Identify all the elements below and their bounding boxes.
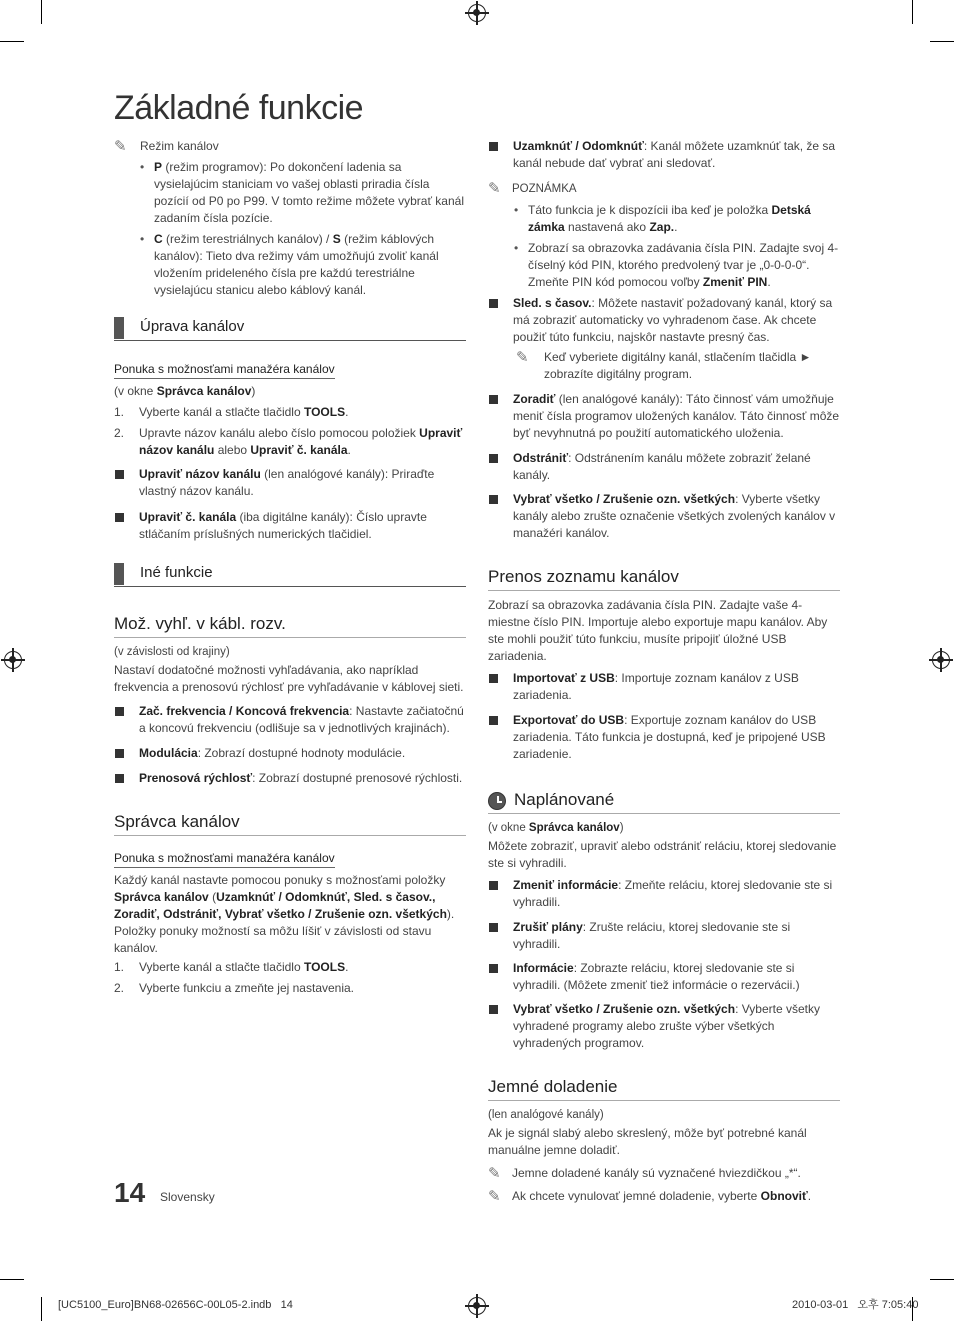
scheduled-desc: Môžete zobraziť, upraviť alebo odstrániť reláciu, ktorej sledovanie ste si vyhradili. bbox=[488, 839, 837, 870]
print-date: 2010-03-01 오후 7:05:40 bbox=[792, 1299, 919, 1311]
list-item: Prenosová rýchlosť: Zobrazí dostupné prenosové rýchlosti. bbox=[114, 770, 466, 787]
more-items bbox=[488, 391, 840, 542]
list-item: Upraviť č. kanála (iba digitálne kanály): Číslo upravte stláčaním príslušných numerických tlačidiel. bbox=[114, 509, 466, 543]
registration-mark-icon bbox=[4, 651, 22, 669]
fine-tune-heading: Jemné doladenie bbox=[488, 1076, 840, 1101]
mode-list bbox=[114, 159, 466, 299]
crop-mark bbox=[912, 0, 913, 24]
scheduled-heading: Naplánované bbox=[488, 789, 840, 814]
transfer-items bbox=[488, 670, 840, 763]
right-column bbox=[488, 138, 840, 1205]
list-item: Exportovať do USB: Exportuje zoznam kanálov do USB zariadenia. Táto funkcia je dostupná, keď je pripojené USB zariadenie. bbox=[488, 712, 840, 763]
list-item: • P (režim programov): Po dokončení ladenia sa vysielajúcim staniciam vo vašej oblasti priradia čísla pozícií od P0 po P99. V tomto režime môžete vybrať kanál zadaním čísla pozície. bbox=[154, 159, 466, 227]
transfer-desc: Zobrazí sa obrazovka zadávania čísla PIN. Zadajte vaše 4-miestne číslo PIN. Importuje alebo exportuje mapu kanálov. Aby ste mohli použiť túto funkciu, musíte pripojiť úložné USB zariadenia. bbox=[488, 598, 828, 663]
crop-mark bbox=[0, 41, 24, 42]
timer-note: ✎ Keď vyberiete digitálny kanál, stlačením tlačidla ► zobrazíte digitálny program. bbox=[516, 349, 812, 381]
list-item: Informácie: Zobrazte reláciu, ktorej sledovanie ste si vyhradili. (Môžete zmeniť tiež informácie o rezervácii.) bbox=[488, 960, 840, 994]
window-note: (v okne Správca kanálov) bbox=[114, 384, 256, 398]
list-item: Importovať z USB: Importuje zoznam kanálov z USB zariadenia. bbox=[488, 670, 840, 704]
list-item: Zač. frekvencia / Koncová frekvencia: Nastavte začiatočnú a koncovú frekvenciu (odlišuje sa v jednotlivých krajinách). bbox=[114, 703, 466, 737]
list-item: Zoradiť (len analógové kanály): Táto činnosť vám umožňuje meniť čísla programov uložených kanálov. Táto činnosť môže byť nevyhnutná po použití automatického uloženia. bbox=[488, 391, 840, 442]
lock-notes bbox=[488, 202, 840, 291]
list-item: • Táto funkcia je k dispozícii iba keď je položka Detská zámka nastavená ako Zap.. bbox=[528, 202, 840, 236]
cable-items bbox=[114, 703, 466, 787]
lock-items bbox=[488, 138, 840, 172]
fine-desc: Ak je signál slabý alebo skreslený, môže byť potrebné kanál manuálne jemne doladiť. bbox=[488, 1126, 807, 1157]
list-item: Zrušiť plány: Zrušte reláciu, ktorej sledovanie ste si vyhradili. bbox=[488, 919, 840, 953]
registration-mark-icon bbox=[932, 651, 950, 669]
list-item: Vybrať všetko / Zrušenie ozn. všetkých: Vyberte všetky kanály alebo zrušte označenie všetkých zvolených kanálov v manažéri kanálov. bbox=[488, 491, 840, 542]
channel-manager-heading: Správca kanálov bbox=[114, 811, 466, 836]
page-number: 14 bbox=[114, 1177, 146, 1208]
crop-mark bbox=[930, 1279, 954, 1280]
note-pencil-icon: ✎ bbox=[488, 1188, 501, 1205]
note-pencil-icon: ✎ bbox=[114, 138, 127, 155]
timer-items bbox=[488, 295, 840, 346]
list-item: Upraviť názov kanálu (len analógové kanály): Priraďte vlastný názov kanálu. bbox=[114, 466, 466, 500]
fine-note: (len analógové kanály) bbox=[488, 1109, 604, 1121]
list-item: Zmeniť informácie: Zmeňte reláciu, ktorej sledovanie ste si vyhradili. bbox=[488, 877, 840, 911]
list-item: Vybrať všetko / Zrušenie ozn. všetkých: Vyberte všetky vyhradené programy alebo zrušte výber všetkých vyhradených programov. bbox=[488, 1001, 840, 1052]
registration-mark-icon bbox=[468, 1297, 486, 1315]
manager-desc: Každý kanál nastavte pomocou ponuky s možnosťami položky Správca kanálov (Uzamknúť / Odomknúť, Sled. s časov., Zoradiť, Odstrániť, Vybrať všetko / Zrušenie ozn. všetkých). Položky ponuky možností sa môžu líšiť v závislosti od stavu kanálov. bbox=[114, 873, 455, 955]
clock-icon bbox=[488, 792, 506, 810]
edit-items bbox=[114, 466, 466, 543]
crop-mark bbox=[41, 1297, 42, 1321]
crop-mark bbox=[41, 0, 42, 24]
registration-mark-icon bbox=[468, 4, 486, 22]
note-pencil-icon: ✎ bbox=[488, 180, 501, 197]
cable-desc: Nastaví dodatočné možnosti vyhľadávania, ako napríklad frekvencia a prenosovú rýchlosť pre vyhľadávanie v káblovej sieti. bbox=[114, 663, 464, 694]
edit-steps bbox=[114, 404, 466, 459]
list-item: Modulácia: Zobrazí dostupné hodnoty modulácie. bbox=[114, 745, 466, 762]
mode-note: ✎ Režim kanálov bbox=[114, 138, 219, 155]
crop-mark bbox=[0, 1279, 24, 1280]
step-item: 1. Vyberte kanál a stlačte tlačidlo TOOLS. bbox=[114, 405, 349, 419]
list-item: Odstrániť: Odstránením kanálu môžete zobraziť želané kanály. bbox=[488, 450, 840, 484]
menu-path: Ponuka s možnosťami manažéra kanálov bbox=[114, 850, 335, 868]
list-item: Sled. s časov.: Môžete nastaviť požadovaný kanál, ktorý sa má zobraziť automaticky vo vyhradenom čase. Ak chcete použiť túto funkciu, najskôr nastavte presný čas. bbox=[488, 295, 840, 346]
heading-bar bbox=[114, 563, 124, 585]
step-item: 2. Vyberte funkciu a zmeňte jej nastavenia. bbox=[114, 981, 355, 995]
fine-note-1: ✎ Jemne doladené kanály sú vyznačené hviezdičkou „*“. bbox=[488, 1165, 801, 1182]
cable-search-heading: Mož. vyhľ. v kábl. rozv. bbox=[114, 613, 466, 638]
fine-note-2: ✎ Ak chcete vynulovať jemné doladenie, vyberte Obnoviť. bbox=[488, 1188, 812, 1205]
menu-path: Ponuka s možnosťami manažéra kanálov bbox=[114, 361, 335, 379]
edit-channels-heading: Úprava kanálov bbox=[114, 317, 466, 341]
list-item: • Zobrazí sa obrazovka zadávania čísla PIN. Zadajte svoj 4-číselný kód PIN, ktorého predvolený tvar je „0-0-0-0“. Zmeňte PIN kód pomocou voľby Zmeniť PIN. bbox=[528, 240, 840, 291]
list-item: Uzamknúť / Odomknúť: Kanál môžete uzamknúť tak, že sa kanál nebude dať vybrať ani sledovať. bbox=[488, 138, 840, 172]
crop-mark bbox=[930, 41, 954, 42]
language-label: Slovensky bbox=[160, 1190, 215, 1204]
file-info: [UC5100_Euro]BN68-02656C-00L05-2.indb 14 bbox=[58, 1299, 293, 1311]
step-item: 2. Upravte názov kanálu alebo číslo pomocou položiek Upraviť názov kanálu alebo Upraviť č. kanála. bbox=[114, 426, 463, 457]
note-pencil-icon: ✎ bbox=[488, 1165, 501, 1182]
scheduled-items bbox=[488, 877, 840, 1052]
list-item: • C (režim terestriálnych kanálov) / S (režim káblových kanálov): Tieto dva režimy vám umožňujú zvoliť kanál vložením prideleného čísla pre každú terestriálne vysielajúcu stanicu alebo káblový kanál. bbox=[154, 231, 466, 299]
window-note: (v okne Správca kanálov) bbox=[488, 822, 624, 834]
channel-list-transfer-heading: Prenos zoznamu kanálov bbox=[488, 566, 840, 591]
cable-note: (v závislosti od krajiny) bbox=[114, 646, 230, 658]
left-column bbox=[114, 138, 466, 997]
note-pencil-icon: ✎ bbox=[516, 349, 529, 366]
other-functions-heading: Iné funkcie bbox=[114, 563, 466, 587]
poznamka-note: ✎ POZNÁMKA bbox=[488, 180, 577, 197]
manager-steps bbox=[114, 959, 466, 997]
page-title: Základné funkcie bbox=[114, 89, 364, 127]
heading-bar bbox=[114, 317, 124, 339]
step-item: 1. Vyberte kanál a stlačte tlačidlo TOOLS. bbox=[114, 960, 349, 974]
